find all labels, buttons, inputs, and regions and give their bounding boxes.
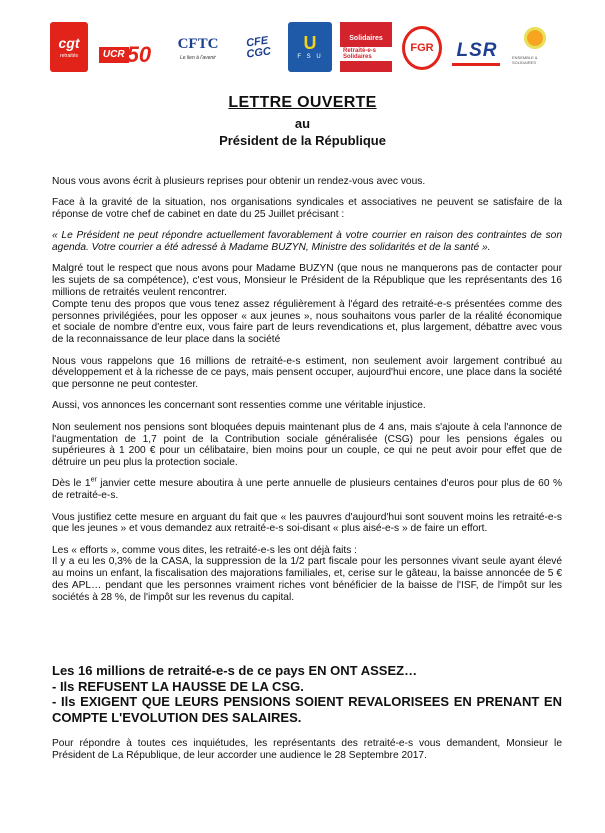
cfe-cgc-logo	[236, 24, 280, 72]
solidaires-logo-text: Solidaires	[349, 35, 383, 42]
fgr-logo-text: FGR	[410, 41, 434, 54]
paragraph-quote: « Le Président ne peut répondre actuellement favorablement à votre courrier en raison des contraintes de son agenda. Votre courrier a été adressé à Madame BUZYN, Ministre des solidarités et de la santé ».	[52, 230, 562, 254]
paragraph-4b: Compte tenu des propos que vous tenez assez régulièrement à l'égard des retraité-e-s présentées comme des personnes privilégiées, pour les opposer « aux jeunes », nous souhaitons vous parler de la réalité économique et sociale de nombre d'entre eux, vous faire part de leurs revendications et, plus largement, débattre avec vous de la reconnaissance de leur place dans la société	[52, 298, 562, 346]
letter-heading-au: au	[294, 116, 311, 131]
demand-line-1: Les 16 millions de retraité-e-s de ce pays EN ONT ASSEZ…	[52, 663, 418, 678]
cgt-logo-subtext: retraités	[59, 52, 79, 59]
letter-title-block	[0, 94, 605, 148]
lsr-logo	[450, 32, 504, 68]
lsr-logo-bar	[452, 63, 500, 66]
sun-icon	[524, 27, 546, 49]
union-logos-band	[50, 18, 560, 78]
cftc-logo-text: CFTC	[177, 36, 219, 52]
paragraph-10b: Il y a eu les 0,3% de la CASA, la suppression de la 1/2 part fiscale pour les personnes vivant seule ayant élevé au moins un enfant, la fiscalisation des majorations familiales, et, cerise sur le gâteau, la baisse annoncée de 5 € des APL… pendant que les personnes vraiment riches vont bénéficier de la baisse de l'ISF, de l'impôt sur les sociétés à 28 %, de l'impôt sur les revenus du capital.	[52, 556, 562, 603]
letter-recipient: Président de la République	[219, 133, 386, 148]
lsr-logo-text: LSR	[456, 39, 498, 61]
ucr-logo-text: UCR	[99, 47, 129, 63]
letter-body	[52, 176, 562, 613]
closing-paragraph: Pour répondre à toutes ces inquiétudes, les représentants des retraité-e-s vous demandent, Monsieur le Président de La République, de leur accorder une audience le 28 Septembre 2017.	[52, 738, 562, 761]
letter-heading: LETTRE OUVERTE	[228, 94, 377, 111]
fgr-logo	[402, 26, 442, 70]
ensemble-logo-text: ENSEMBLE & SOLIDAIRES	[512, 55, 538, 65]
cfe-cgc-logo-text: CFE CGC	[245, 34, 272, 61]
paragraph-8	[52, 478, 562, 502]
demand-line-2: - Ils REFUSENT LA HAUSSE DE LA CSG.	[52, 678, 304, 694]
cftc-logo	[168, 26, 228, 72]
paragraph-4a: Malgré tout le respect que nous avons pour Madame BUZYN (que nous ne manquerons pas de contacter pour les sujets de sa compétence), c'est vous, Monsieur le Président de la République que les représentants des 16 millions de retraités veulent rencontrer.	[52, 263, 562, 299]
ucr-logo	[96, 40, 154, 70]
cgt-logo-text: cgt	[58, 34, 80, 51]
fsu-logo-mark: U	[303, 33, 317, 53]
paragraph-8-start: Dès le 1	[52, 478, 91, 490]
paragraph-1: Nous vous avons écrit à plusieurs reprises pour obtenir un rendez-vous avec vous.	[52, 176, 426, 187]
paragraph-6: Aussi, vos annonces les concernant sont ressenties comme une véritable injustice.	[52, 400, 426, 412]
paragraph-9: Vous justifiez cette mesure en arguant du fait que « les pauvres d'aujourd'hui sont souvent moins les retraité-e-s que les jeunes » et vous demandez aux retraité-e-s soi-disant « plus aisé-e-s » de faire un effort.	[52, 511, 562, 535]
ucr-logo-number: 50	[126, 42, 152, 67]
paragraph-7: Non seulement nos pensions sont bloquées depuis maintenant plus de 4 ans, mais s'ajoute à cela l'annonce de l'augmentation de 1,7 point de la Contribution sociale généralisée (CSG) pour les pensions égales ou supérieures à 1 200 € pour un célibataire, bien moins pour un couple, ce qui ne peut avoir pour effet que de détruire un peu plus la protection sociale.	[52, 421, 562, 469]
demand-line-3: - Ils EXIGENT QUE LEURS PENSIONS SOIENT REVALORISEES EN PRENANT EN COMPTE L'EVOLUTION DES SALAIRES.	[52, 694, 562, 725]
cgt-logo	[50, 22, 88, 72]
paragraph-5: Nous vous rappelons que 16 millions de retraité-e-s estiment, non seulement avoir largement contribué au développement et à la richesse de ce pays, mais pensent occuper, aujourd'hui encore, une place dans la société que personne ne peut contester.	[52, 355, 562, 391]
ensemble-solidaires-logo	[512, 20, 558, 72]
demands-block	[52, 663, 562, 725]
solidaires-logo-subtext: Retraité-e-s Solidaires	[340, 47, 392, 61]
fsu-logo-text: F S U	[297, 54, 323, 60]
paragraph-2: Face à la gravité de la situation, nos organisations syndicales et associatives ne peuvent se satisfaire de la réponse de votre chef de cabinet en date du 25 Juillet précisant :	[52, 197, 562, 221]
paragraph-8-sup: er	[90, 477, 97, 485]
solidaires-logo	[340, 22, 392, 72]
paragraph-8-end: janvier cette mesure aboutira à une perte annuelle de plusieurs centaines d'euros pour plus de 60 % de retraité-e-s.	[52, 478, 563, 502]
fsu-logo	[288, 22, 332, 72]
cftc-logo-tagline: Le lien à l'avenir	[180, 55, 216, 61]
paragraph-10a: Les « efforts », comme vous dites, les retraité-e-s les ont déjà faits :	[52, 544, 358, 556]
